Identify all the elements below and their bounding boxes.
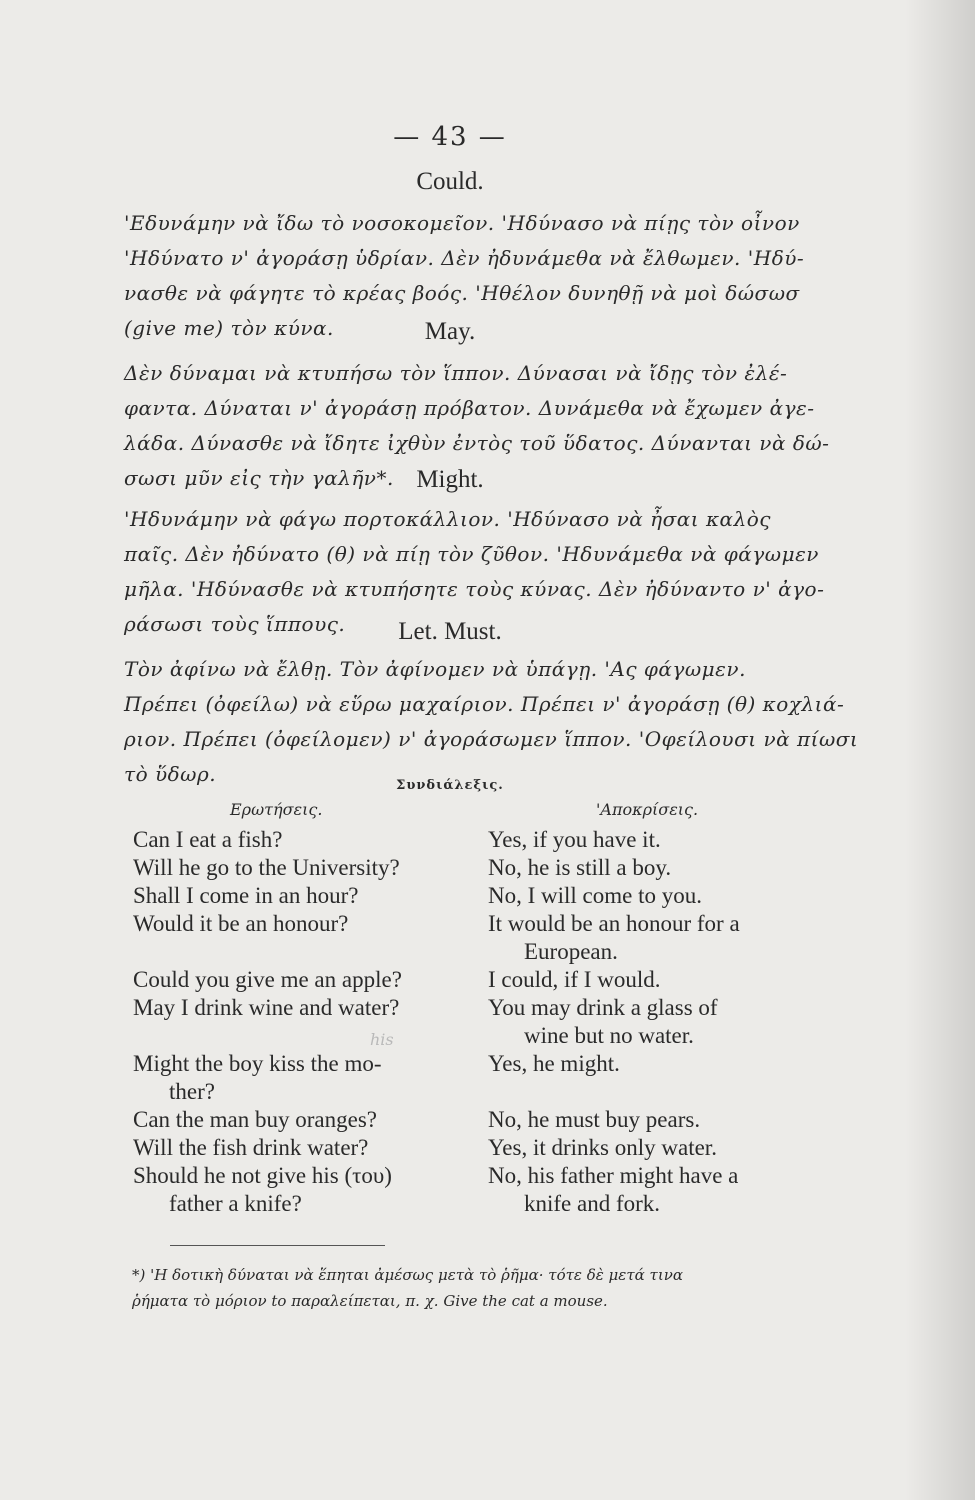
answer-line: European. bbox=[524, 939, 618, 964]
footnote-divider bbox=[170, 1245, 385, 1246]
question-line: Can I eat a fish? bbox=[133, 827, 283, 852]
text-line: ριον. Πρέπει (ὀφείλομεν) ν' ἀγοράσωμεν ἵππον. 'Οφείλουσι νὰ πίωσι bbox=[124, 727, 859, 751]
question-line: Should he not give his (του) bbox=[133, 1163, 392, 1188]
text-line: τὸ ὕδωρ. bbox=[124, 762, 217, 786]
answer-line: No, he must buy pears. bbox=[488, 1107, 701, 1132]
text-line: νασθε νὰ φάγητε τὸ κρέας βοός. 'Ηθέλον δυνηθῇ νὰ μοὶ δώσωσ bbox=[124, 281, 800, 305]
text-line: μῆλα. 'Ηδύνασθε νὰ κτυπήσητε τοὺς κύνας. Δὲν ἠδύναντο ν' ἀγο- bbox=[124, 577, 825, 601]
question-line: Will he go to the University? bbox=[133, 855, 400, 880]
text-line: σωσι μῦν εἰς τὴν γαλῆν*. bbox=[124, 466, 394, 490]
answer-line bbox=[488, 1078, 828, 1106]
text-line: (give me) τὸν κύνα. bbox=[124, 316, 334, 340]
text-line: ράσωσι τοὺς ἵππους. bbox=[124, 612, 346, 636]
page-number: — 43 — bbox=[393, 122, 507, 152]
question-line: May I drink wine and water? bbox=[133, 995, 400, 1020]
answer-line: knife and fork. bbox=[524, 1191, 661, 1216]
page-edge-shadow bbox=[905, 0, 975, 1500]
answer-line: You may drink a glass of bbox=[488, 995, 718, 1020]
question-line: Would it be an honour? bbox=[133, 911, 349, 936]
footnote-line: *) 'Η δοτικὴ δύναται νὰ ἕπηται ἀμέσως μετὰ τὸ ῥῆμα· τότε δὲ μετά τινα bbox=[132, 1266, 683, 1284]
answer-line: wine but no water. bbox=[524, 1023, 694, 1048]
question-line: ther? bbox=[169, 1079, 215, 1104]
text-line: Πρέπει (ὀφείλω) νὰ εὕρω μαχαίριον. Πρέπει ν' ἀγοράσῃ (θ) κοχλιά- bbox=[124, 692, 845, 716]
footnote bbox=[132, 1262, 832, 1314]
text-line: 'Εδυνάμην νὰ ἴδω τὸ νοσοκομεῖον. 'Ηδύνασο νὰ πίῃς τὸν οἶνον bbox=[124, 211, 800, 235]
text-line: Δὲν δύναμαι νὰ κτυπήσω τὸν ἵππον. Δύνασαι νὰ ἴδῃς τὸν ἐλέ- bbox=[124, 361, 788, 385]
text-line: 'Ηδύνατο ν' ἀγοράσῃ ὑδρίαν. Δὲν ἠδυνάμεθα νὰ ἔλθωμεν. 'Ηδύ- bbox=[124, 246, 805, 270]
footnote-line: ῥήματα τὸ μόριον to παραλείπεται, π. χ. Give the cat a mouse. bbox=[132, 1292, 608, 1310]
answer-line: No, his father might have a bbox=[488, 1163, 739, 1188]
text-line: 'Ηδυνάμην νὰ φάγω πορτοκάλλιον. 'Ηδύνασο νὰ ἦσαι καλὸς bbox=[124, 507, 771, 531]
question-line: father a knife? bbox=[169, 1191, 302, 1216]
question-line: Might the boy kiss the mo- bbox=[133, 1051, 382, 1076]
text-line: Τὸν ἀφίνω νὰ ἔλθῃ. Τὸν ἀφίνομεν νὰ ὑπάγῃ. 'Ας φάγωμεν. bbox=[124, 657, 746, 681]
answers-header: 'Αποκρίσεις. bbox=[596, 800, 699, 819]
text-line: παῖς. Δὲν ἠδύνατο (θ) νὰ πίῃ τὸν ζῦθον. 'Ηδυνάμεθα νὰ φάγωμεν bbox=[124, 542, 819, 566]
answers-column bbox=[488, 826, 828, 1218]
heading-may: May. bbox=[424, 318, 476, 345]
paragraph-let-must bbox=[124, 652, 859, 792]
question-line bbox=[133, 1022, 473, 1050]
answer-line: I could, if I would. bbox=[488, 967, 661, 992]
answer-line: Yes, if you have it. bbox=[488, 827, 661, 852]
heading-let-must: Let. Must. bbox=[398, 618, 502, 645]
handwritten-note: his bbox=[370, 1030, 394, 1049]
answer-line: No, he is still a boy. bbox=[488, 855, 672, 880]
text-line: λάδα. Δύνασθε νὰ ἴδητε ἰχθὺν ἐντὸς τοῦ ὕδατος. Δύνανται νὰ δώ- bbox=[124, 431, 830, 455]
answer-line: Yes, he might. bbox=[488, 1051, 620, 1076]
questions-column bbox=[133, 826, 473, 1218]
answer-line: It would be an honour for a bbox=[488, 911, 740, 936]
answer-line: No, I will come to you. bbox=[488, 883, 702, 908]
heading-could: Could. bbox=[416, 168, 484, 195]
dialogue-title: Συνδιάλεξις. bbox=[396, 778, 504, 793]
heading-might: Might. bbox=[416, 466, 484, 493]
question-line: Will the fish drink water? bbox=[133, 1135, 369, 1160]
answer-line: Yes, it drinks only water. bbox=[488, 1135, 717, 1160]
text-line: φαντα. Δύναται ν' ἀγοράσῃ πρόβατον. Δυνάμεθα νὰ ἔχωμεν ἀγε- bbox=[124, 396, 815, 420]
question-line: Can the man buy oranges? bbox=[133, 1107, 377, 1132]
question-line: Shall I come in an hour? bbox=[133, 883, 359, 908]
question-line: Could you give me an apple? bbox=[133, 967, 402, 992]
question-line bbox=[133, 938, 473, 966]
questions-header: Ερωτήσεις. bbox=[230, 800, 323, 819]
